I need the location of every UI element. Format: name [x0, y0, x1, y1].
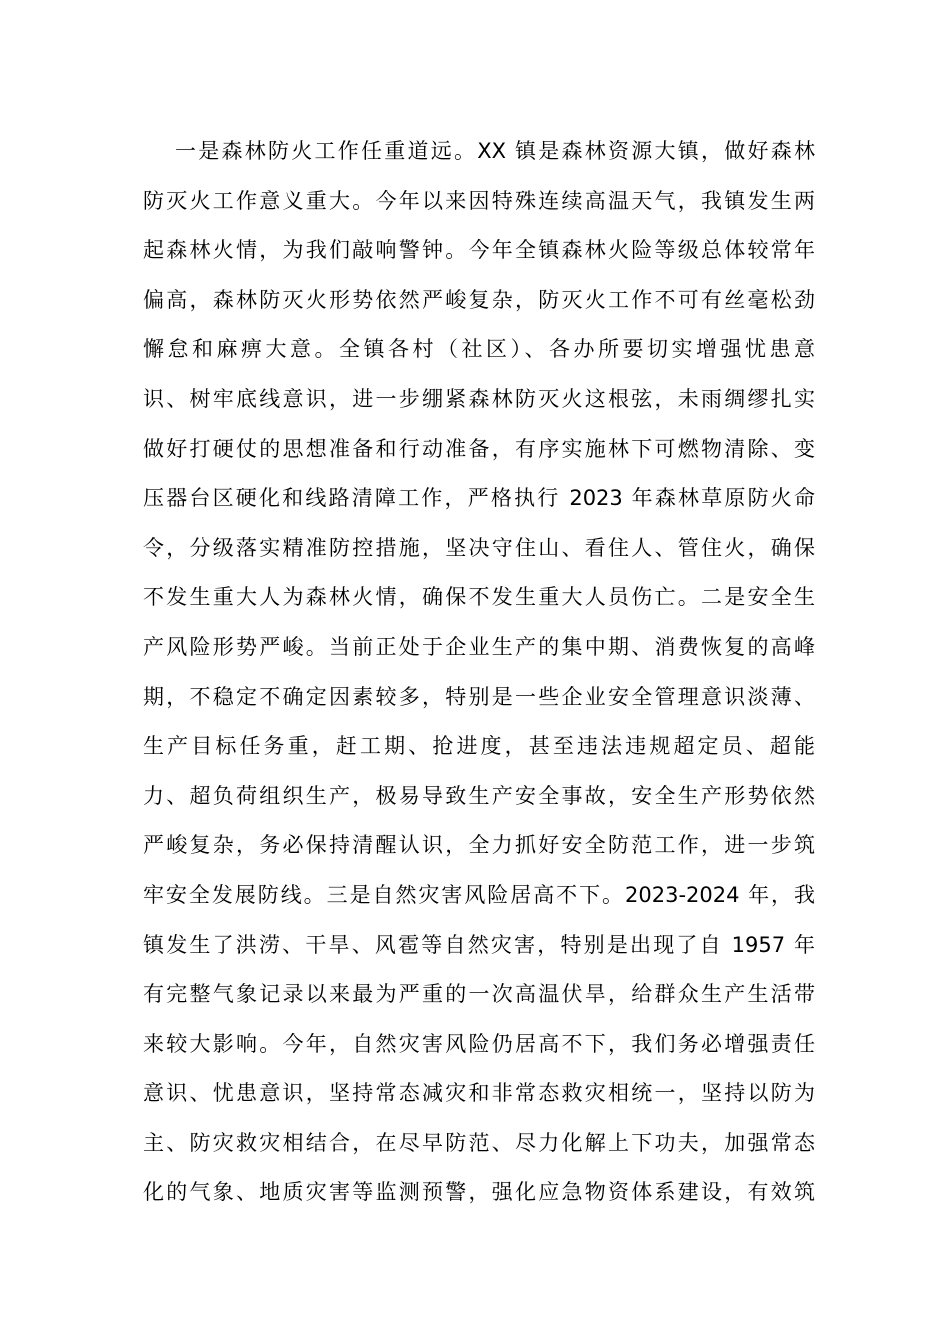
paragraph-line: 懈怠和麻痹大意。全镇各村（社区）、各办所要切实增强忧患意 — [143, 337, 815, 362]
paragraph-line: 产风险形势严峻。当前正处于企业生产的集中期、消费恢复的高峰 — [143, 634, 815, 659]
paragraph-line: 一是森林防火工作任重道远。XX 镇是森林资源大镇，做好森林 — [175, 139, 815, 163]
paragraph-line: 防灭火工作意义重大。今年以来因特殊连续高温天气，我镇发生两 — [143, 188, 815, 213]
paragraph-line: 做好打硬仗的思想准备和行动准备，有序实施林下可燃物清除、变 — [143, 436, 815, 461]
paragraph-line: 力、超负荷组织生产，极易导致生产安全事故，安全生产形势依然 — [143, 783, 815, 808]
paragraph-line: 压器台区硬化和线路清障工作，严格执行 2023 年森林草原防火命 — [143, 486, 815, 511]
paragraph-line: 不发生重大人为森林火情，确保不发生重大人员伤亡。二是安全生 — [143, 585, 815, 610]
paragraph-line: 镇发生了洪涝、干旱、风雹等自然灾害，特别是出现了自 1957 年 — [143, 932, 815, 957]
paragraph-line: 来较大影响。今年，自然灾害风险仍居高不下，我们务必增强责任 — [143, 1031, 815, 1056]
paragraph-line: 意识、忧患意识，坚持常态减灾和非常态救灾相统一，坚持以防为 — [143, 1081, 815, 1106]
paragraph-line: 令，分级落实精准防控措施，坚决守住山、看住人、管住火，确保 — [143, 535, 815, 560]
paragraph-line: 生产目标任务重，赶工期、抢进度，甚至违法违规超定员、超能 — [143, 734, 815, 759]
paragraph-line: 严峻复杂，务必保持清醒认识，全力抓好安全防范工作，进一步筑 — [143, 833, 815, 858]
paragraph-line: 起森林火情，为我们敲响警钟。今年全镇森林火险等级总体较常年 — [143, 238, 815, 263]
paragraph-line: 化的气象、地质灾害等监测预警，强化应急物资体系建设，有效筑 — [143, 1180, 815, 1205]
paragraph-line: 有完整气象记录以来最为严重的一次高温伏旱，给群众生产生活带 — [143, 982, 815, 1007]
paragraph-line: 主、防灾救灾相结合，在尽早防范、尽力化解上下功夫，加强常态 — [143, 1130, 815, 1155]
paragraph-line: 期，不稳定不确定因素较多，特别是一些企业安全管理意识淡薄、 — [143, 684, 815, 709]
paragraph-line: 偏高，森林防灭火形势依然严峻复杂，防灭火工作不可有丝毫松劲 — [143, 287, 815, 312]
body-paragraph — [143, 127, 815, 1218]
paragraph-line: 牢安全发展防线。三是自然灾害风险居高不下。2023-2024 年，我 — [143, 882, 815, 907]
paragraph-line: 识、树牢底线意识，进一步绷紧森林防灭火这根弦，未雨绸缪扎实 — [143, 386, 815, 411]
